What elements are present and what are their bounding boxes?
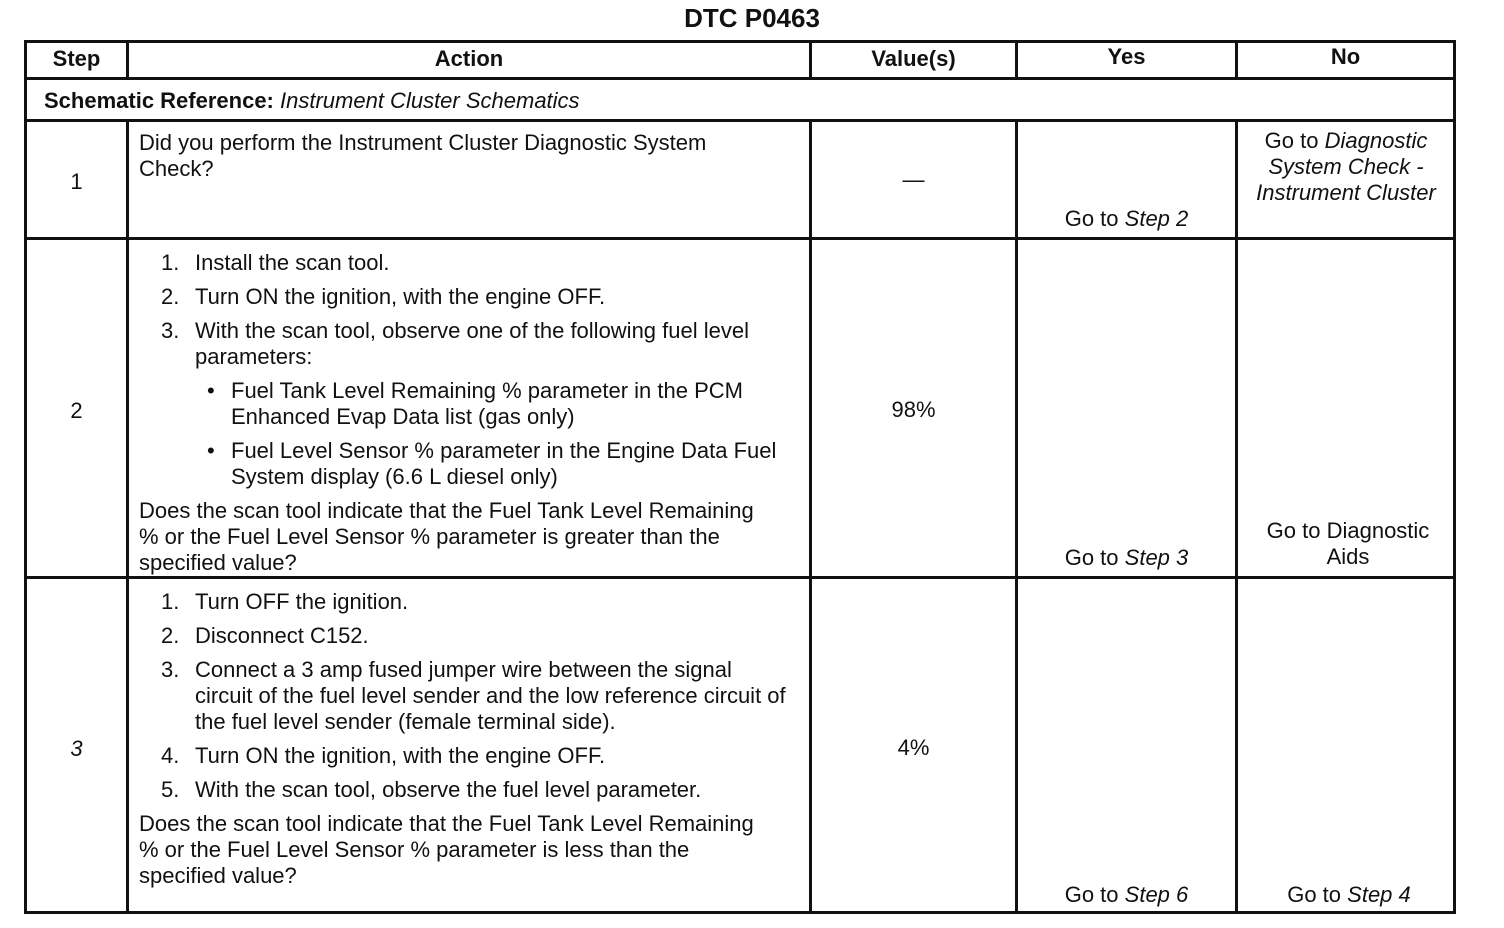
list-item: 3. Connect a 3 amp fused jumper wire between the signal circuit of the fuel level sender and the low reference circuit of the fuel level sender (female terminal side). [161,657,786,734]
divider [24,119,1456,122]
header-no: No [1330,44,1361,69]
question-text: Does the scan tool indicate that the Fuel Tank Level Remaining % or the Fuel Level Sensor % parameter is less than the specified value? [139,811,754,888]
value-cell: 98% [891,397,936,422]
yes-step-link[interactable]: Step 3 [1124,545,1189,570]
step-number: 3 [70,736,83,761]
list-item: 1. Install the scan tool. [161,250,390,275]
no-cell [1238,882,1460,908]
question-text: Does the scan tool indicate that the Fuel Tank Level Remaining % or the Fuel Level Sensor % parameter is greater than the specified value? [139,498,754,575]
yes-prefix: Go to [1064,882,1119,907]
divider [1235,120,1238,914]
no-prefix: Go to [1287,882,1342,907]
list-item: 2. Turn ON the ignition, with the engine OFF. [161,284,606,309]
no-cell[interactable]: Go to Diagnostic Aids [1266,518,1430,569]
yes-cell [1018,545,1235,571]
no-prefix: Go to [1264,128,1319,153]
list-item: • Fuel Tank Level Remaining % parameter in the PCM Enhanced Evap Data list (gas only) [195,378,804,430]
divider [1015,120,1018,914]
divider [24,237,1456,240]
list-item: 3. With the scan tool, observe one of the following fuel level parameters: • Fuel Tank Level Remaining % parameter in the PCM Enhanced Evap Data list (gas only) • Fuel Level Sensor % parameter in the Engine Data Fuel System display (6.6 L diesel only) [139,318,804,490]
list-item: 5. With the scan tool, observe the fuel level parameter. [161,777,702,802]
list-item: 2. Disconnect C152. [161,623,369,648]
yes-prefix: Go to [1064,545,1119,570]
step-number: 1 [70,169,83,194]
yes-step-link[interactable]: Step 6 [1124,882,1189,907]
substep-list [139,250,804,490]
yes-cell [1018,206,1235,232]
no-step-link[interactable]: Step 4 [1347,882,1411,907]
header-yes: Yes [1107,44,1146,69]
list-item: 1. Turn OFF the ignition. [161,589,409,614]
divider [809,120,812,914]
page-title: DTC P0463 [684,3,820,33]
yes-cell [1018,882,1235,908]
header-action: Action [434,46,504,71]
no-link[interactable]: Diagnostic System Check - Instrument Cluster [1256,128,1436,205]
list-item: 4. Turn ON the ignition, with the engine OFF. [161,743,606,768]
substep-list [139,589,804,803]
divider [24,77,1456,80]
divider [126,120,129,914]
action-cell [139,250,804,576]
bullet-list [195,378,804,490]
schematic-link[interactable]: Instrument Cluster Schematics [280,88,580,113]
step-number: 2 [70,398,83,423]
no-cell [1246,128,1446,206]
divider [24,576,1456,579]
action-cell [139,589,804,889]
schematic-label: Schematic Reference: [44,88,274,113]
list-item: • Fuel Level Sensor % parameter in the Engine Data Fuel System display (6.6 L diesel only) [195,438,804,490]
schematic-reference [44,88,1444,114]
value-cell: 4% [897,735,930,760]
header-values: Value(s) [871,46,956,71]
header-step: Step [52,46,101,71]
yes-step-link[interactable]: Step 2 [1124,206,1189,231]
yes-prefix: Go to [1064,206,1119,231]
value-cell: — [902,167,925,192]
action-text: Did you perform the Instrument Cluster Diagnostic System Check? [139,130,707,181]
